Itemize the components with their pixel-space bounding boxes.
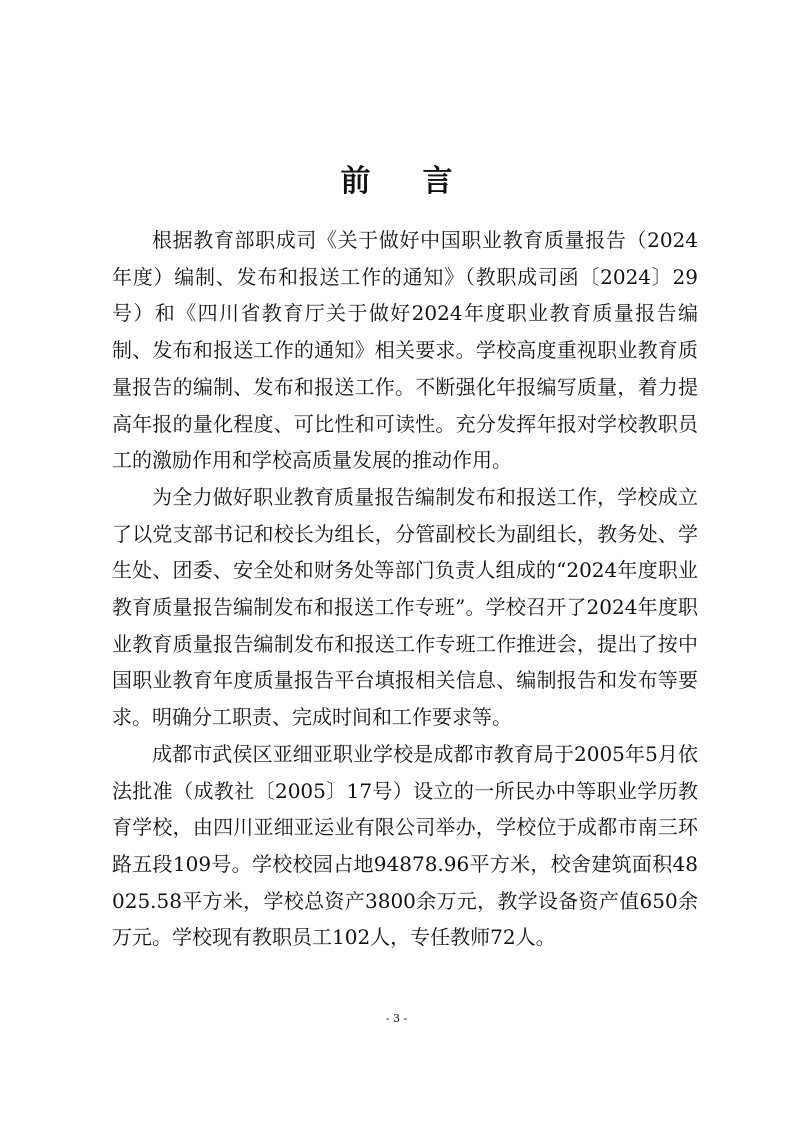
paragraph-intro: 根据教育部职成司《关于做好中国职业教育质量报告（2024年度）编制、发布和报送工作的通知》（教职成司函〔2024〕29号）和《四川省教育厅关于做好2024年度职业教育质量报告编制、发布和报送工作的通知》相关要求。学校高度重视职业教育质量报告的编制、发布和报送工作。不断强化年报编写质量，着力提高年报的量化程度、可比性和可读性。充分发挥年报对学校教职员工的激励作用和学校高质量发展的推动作用。 — [112, 228, 698, 473]
paragraph-work-team: 为全力做好职业教育质量报告编制发布和报送工作，学校成立了以党支部书记和校长为组长，分管副校长为副组长，教务处、学生处、团委、安全处和财务处等部门负责人组成的“2024年度职业教育质量报告编制发布和报送工作专班”。学校召开了2024年度职业教育质量报告编制发布和报送工作专班工作推进会，提出了按中国职业教育年度质量报告平台填报相关信息、编制报告和发布等要求。明确分工职责、完成时间和工作要求等。 — [112, 484, 698, 730]
page-number: - 3 - — [385, 1012, 408, 1025]
document-body — [112, 222, 698, 956]
page-title: 前言 — [340, 164, 505, 200]
paragraph-school-profile: 成都市武侯区亚细亚职业学校是成都市教育局于2005年5月依法批准（成教社〔2005〕17号）设立的一所民办中等职业学历教育学校，由四川亚细亚运业有限公司举办，学校位于成都市南三环路五段109号。学校校园占地94878.96平方米，校舍建筑面积48025.58平方米，学校总资产3800余万元，教学设备资产值650余万元。学校现有教职员工102人，专任教师72人。 — [112, 741, 698, 950]
